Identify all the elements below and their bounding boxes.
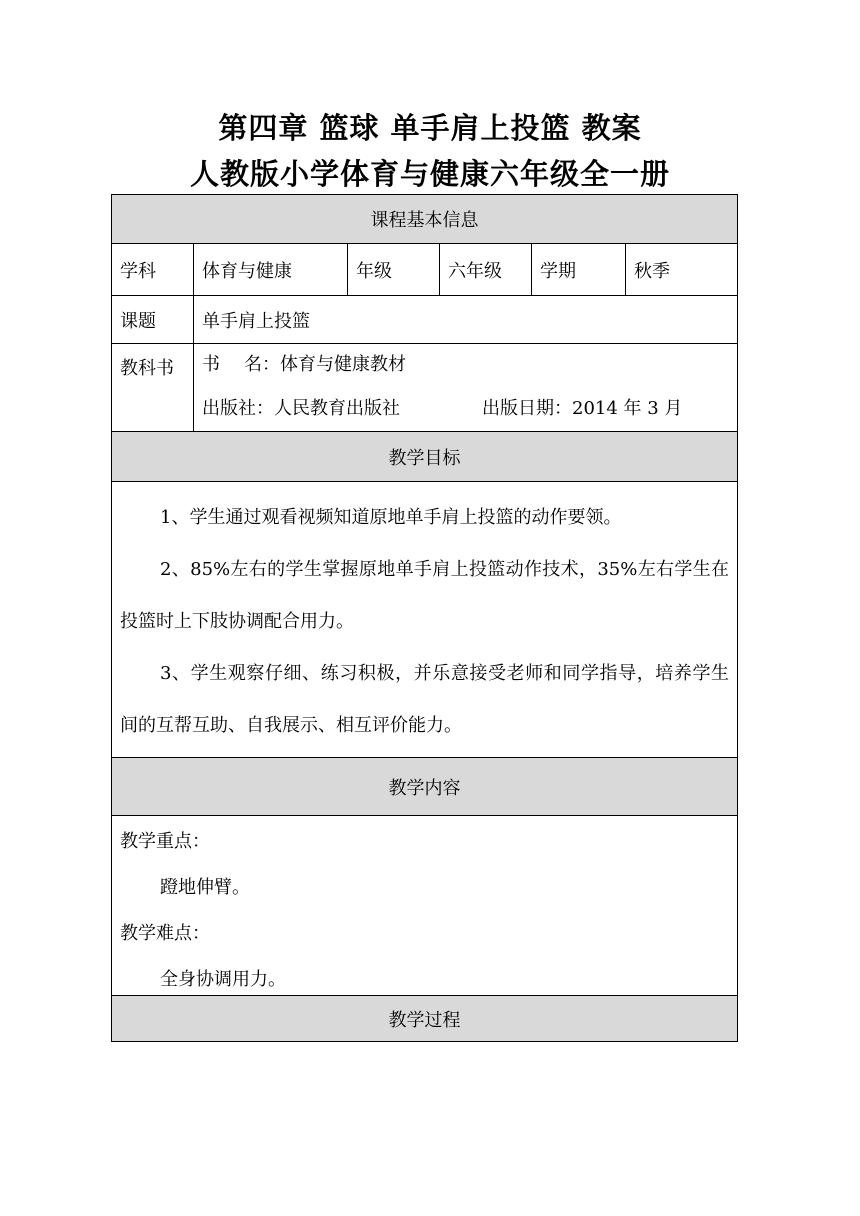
objective-item: 2、85%左右的学生掌握原地单手肩上投篮动作技术，35%左右学生在投篮时上下肢协调配合用力。 xyxy=(120,559,730,632)
section-process-header: 教学过程 xyxy=(112,996,738,1042)
grade-label: 年级 xyxy=(348,244,440,296)
topic-label: 课题 xyxy=(112,296,194,344)
publisher-line xyxy=(202,398,737,420)
topic-row xyxy=(112,296,738,344)
term-value: 秋季 xyxy=(626,244,738,296)
section-header-row xyxy=(112,758,738,816)
section-header-row xyxy=(112,432,738,482)
topic-value: 单手肩上投篮 xyxy=(194,296,738,344)
document-subtitle: 人教版小学体育与健康六年级全一册 xyxy=(189,157,670,191)
textbook-details xyxy=(194,344,738,432)
lesson-plan-table xyxy=(111,194,738,1042)
objective-item: 1、学生通过观看视频知道原地单手肩上投篮的动作要领。 xyxy=(160,507,622,528)
section-content-header: 教学内容 xyxy=(112,758,738,816)
publish-date: 出版日期：2014 年 3 月 xyxy=(482,398,683,419)
section-header-row xyxy=(112,195,738,244)
grade-value: 六年级 xyxy=(440,244,532,296)
book-name-line xyxy=(202,354,737,376)
section-basic-info-header: 课程基本信息 xyxy=(112,195,738,244)
content-cell xyxy=(112,816,738,996)
book-name-prefix: 书 xyxy=(202,354,220,375)
objectives-row xyxy=(112,482,738,758)
difficulty: 全身协调用力。 xyxy=(160,969,286,990)
subject-value: 体育与健康 xyxy=(194,244,348,296)
book-name: 名：体育与健康教材 xyxy=(244,354,406,375)
subject-label: 学科 xyxy=(112,244,194,296)
content-row xyxy=(112,816,738,996)
objective-item: 3、学生观察仔细、练习积极，并乐意接受老师和同学指导，培养学生间的互帮互助、自我展示、相互评价能力。 xyxy=(120,663,730,736)
publisher: 出版社：人民教育出版社 xyxy=(202,398,400,419)
difficulty-label: 教学难点： xyxy=(120,923,210,944)
term-label: 学期 xyxy=(532,244,626,296)
textbook-row xyxy=(112,344,738,432)
key-point-label: 教学重点： xyxy=(120,831,210,852)
objectives-cell xyxy=(112,482,738,758)
key-point: 蹬地伸臂。 xyxy=(160,877,250,898)
textbook-label: 教科书 xyxy=(112,344,194,432)
section-header-row xyxy=(112,996,738,1042)
section-objectives-header: 教学目标 xyxy=(112,432,738,482)
document-title: 第四章 篮球 单手肩上投篮 教案 xyxy=(218,111,642,145)
info-row xyxy=(112,244,738,296)
